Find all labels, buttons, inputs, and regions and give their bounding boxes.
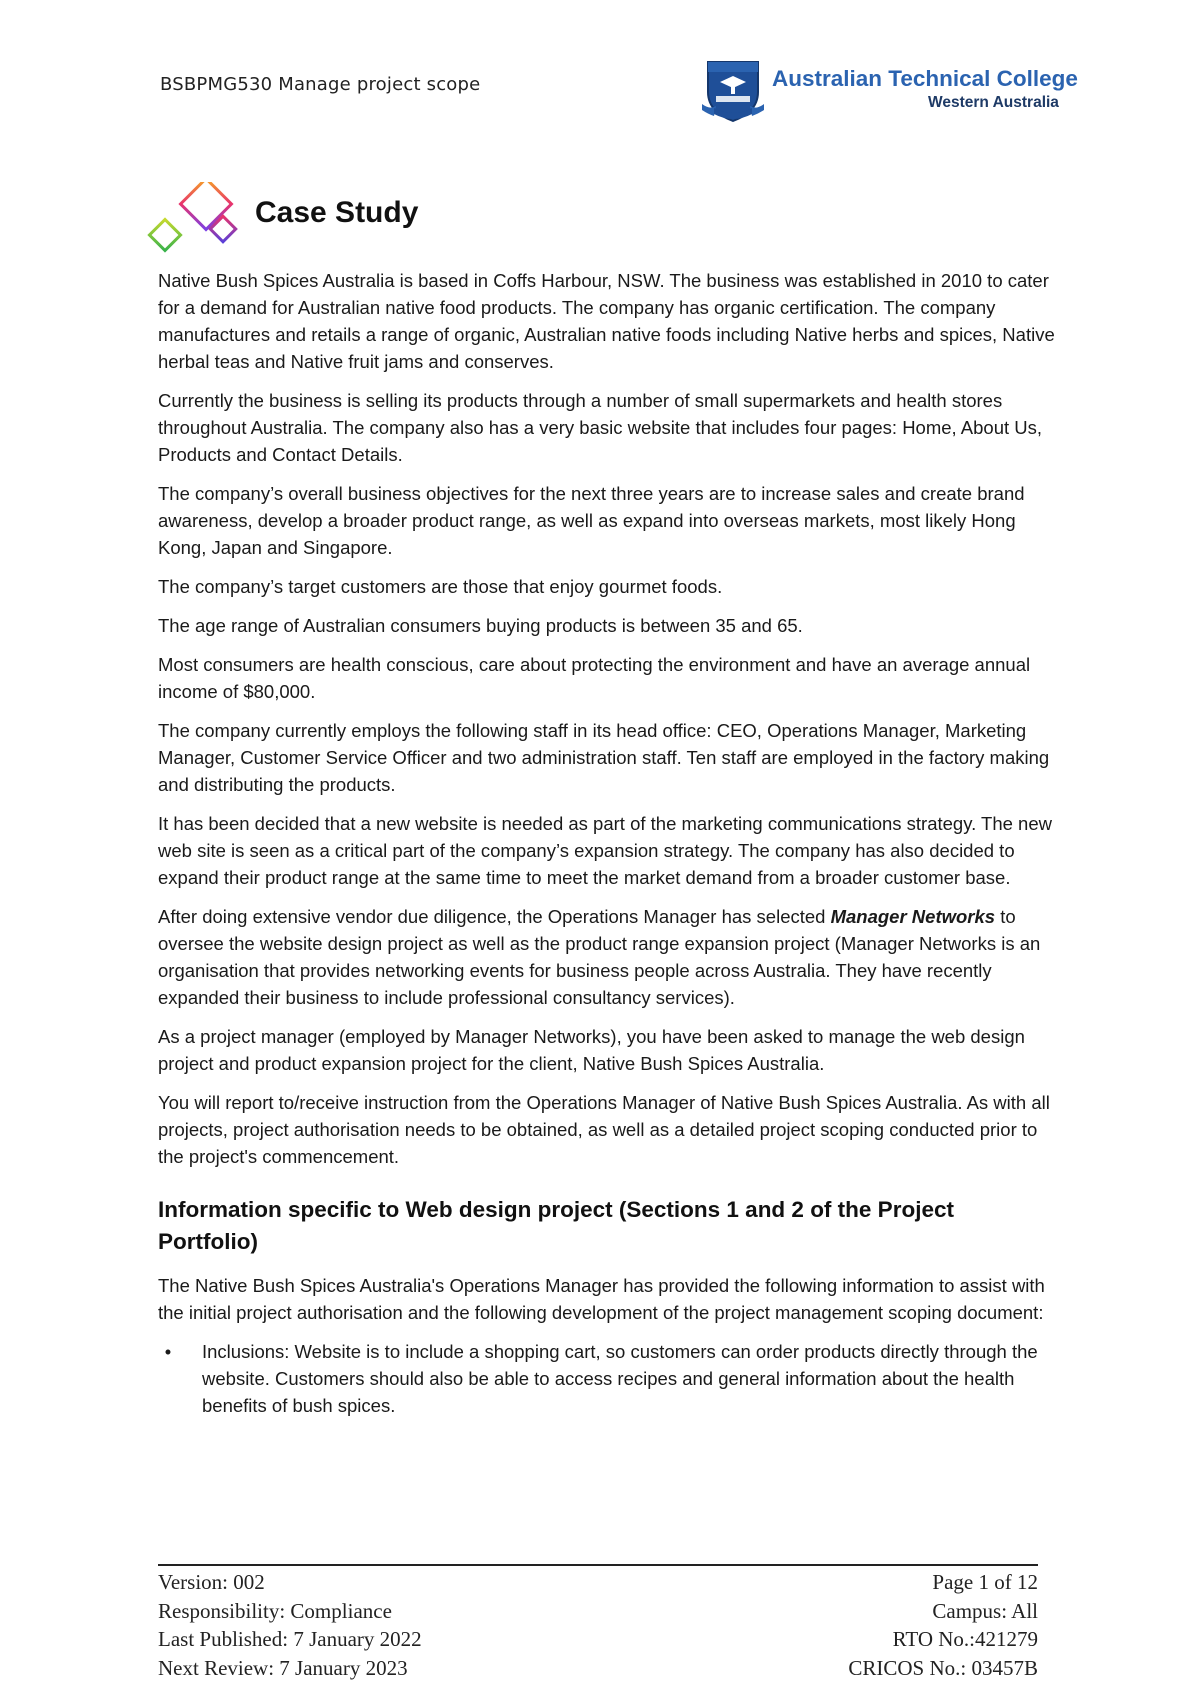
college-crest-icon	[700, 58, 766, 124]
footer-row	[158, 1568, 1038, 1597]
footer-campus: Campus: All	[932, 1598, 1038, 1623]
case-study-paragraph: The company currently employs the following staff in its head office: CEO, Operations Manager, Marketing Manager, Customer Service Officer and two administration staff. Ten staff are employed in the factory making and distributing the products.	[158, 720, 1050, 795]
case-study-paragraph: Most consumers are health conscious, care about protecting the environment and have an average annual income of $80,000.	[158, 654, 1031, 702]
case-study-title: Case Study	[255, 196, 419, 229]
footer-row	[158, 1597, 1038, 1626]
case-study-paragraph: The company’s overall business objectives for the next three years are to increase sales and create brand awareness, develop a broader product range, as well as expand into overseas markets, most likely Hong Kong, Japan and Singapore.	[158, 483, 1025, 558]
case-study-paragraph: You will report to/receive instruction from the Operations Manager of Native Bush Spices Australia. As with all projects, project authorisation needs to be obtained, as well as a detailed project scoping conducted prior to the project's commencement.	[158, 1092, 1050, 1167]
section-intro: The Native Bush Spices Australia's Operations Manager has provided the following information to assist with the initial project authorisation and the following development of the project management scoping document:	[158, 1275, 1045, 1323]
case-study-diamonds-icon	[146, 182, 246, 262]
footer-version: Version: 002	[158, 1570, 265, 1594]
footer-last-published: Last Published: 7 January 2022	[158, 1627, 422, 1651]
paragraph-text: After doing extensive vendor due diligence, the Operations Manager has selected	[158, 906, 831, 927]
case-study-paragraph: Native Bush Spices Australia is based in Coffs Harbour, NSW. The business was established in 2010 to cater for a demand for Australian native food products. The company has organic certification. The company manufactures and retails a range of organic, Australian native foods including Native herbs and spices, Native herbal teas and Native fruit jams and conserves.	[158, 270, 1055, 372]
bullet-icon: •	[164, 1341, 172, 1362]
list-item-text: Inclusions: Website is to include a shopping cart, so customers can order products directly through the website. Customers should also be able to access recipes and general information about the health benefits of bush spices.	[202, 1341, 1038, 1416]
manager-networks-emphasis: Manager Networks	[830, 906, 996, 927]
case-study-paragraph: The age range of Australian consumers buying products is between 35 and 65.	[158, 615, 803, 636]
college-region: Western Australia	[928, 94, 1059, 111]
footer-next-review: Next Review: 7 January 2023	[158, 1655, 408, 1680]
course-code-header: BSBPMG530 Manage project scope	[160, 74, 481, 95]
document-body	[158, 267, 1056, 1419]
footer-rto-number: RTO No.:421279	[892, 1627, 1038, 1651]
document-footer	[158, 1564, 1038, 1682]
list-item	[158, 1338, 1056, 1419]
footer-page-number: Page 1 of 12	[932, 1570, 1038, 1594]
footer-cricos-number: CRICOS No.: 03457B	[848, 1655, 1038, 1680]
case-study-paragraph: The company’s target customers are those that enjoy gourmet foods.	[158, 576, 723, 597]
inclusions-list	[158, 1338, 1056, 1419]
paragraph-text: to oversee the website design project as well as the product range expansion project (Manager Networks is an organisation that provides networking events for business people across Australia. They have recently expanded their business to include professional consultancy services).	[158, 906, 1041, 1008]
footer-responsibility: Responsibility: Compliance	[158, 1598, 392, 1623]
footer-row	[158, 1625, 1038, 1654]
section-heading: Information specific to Web design project (Sections 1 and 2 of the Project Portfolio)	[158, 1197, 954, 1254]
case-study-paragraph: Currently the business is selling its products through a number of small supermarkets and health stores throughout Australia. The company also has a very basic website that includes four pages: Home, About Us, Products and Contact Details.	[158, 390, 1043, 465]
college-name: Australian Technical College	[772, 66, 1078, 91]
case-study-paragraph: As a project manager (employed by Manager Networks), you have been asked to manage the web design project and product expansion project for the client, Native Bush Spices Australia.	[158, 1026, 1025, 1074]
footer-row	[158, 1654, 1038, 1683]
case-study-paragraph: It has been decided that a new website is needed as part of the marketing communications strategy. The new web site is seen as a critical part of the company’s expansion strategy. The company has also decided to expand their product range at the same time to meet the market demand from a broader customer base.	[158, 813, 1052, 888]
college-logo	[700, 58, 1078, 124]
case-study-paragraph	[158, 903, 1056, 1011]
